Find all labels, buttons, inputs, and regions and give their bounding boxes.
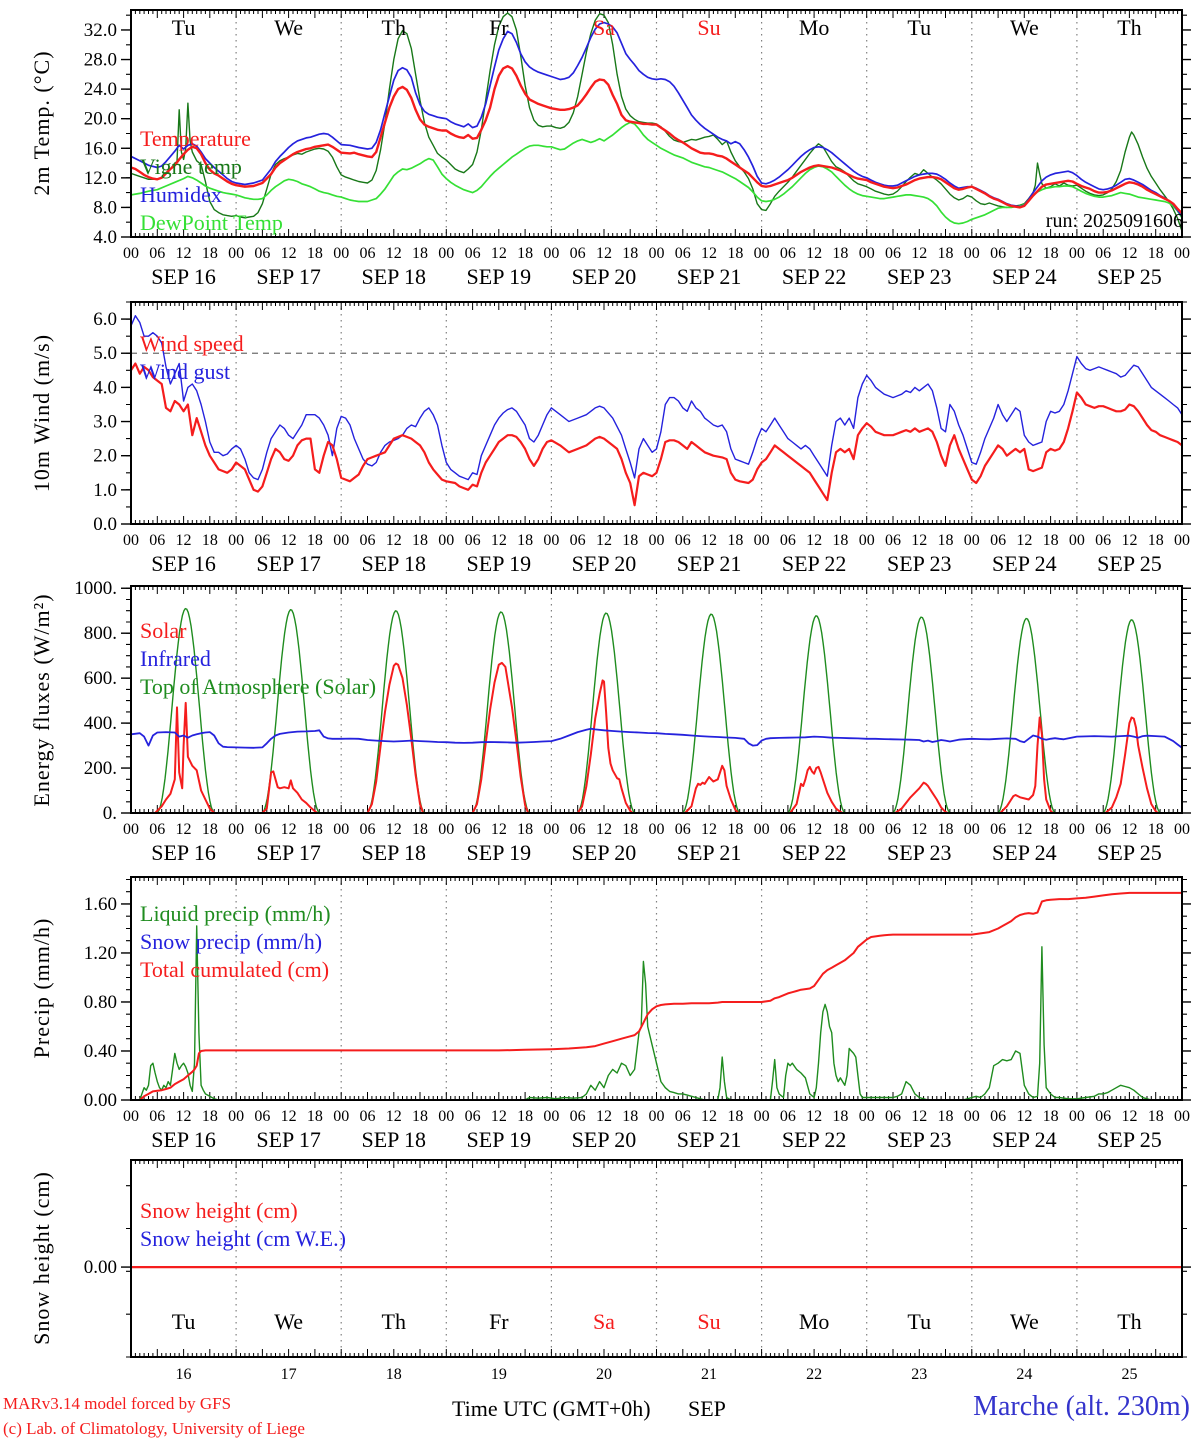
date-label: SEP 19: [466, 1127, 532, 1152]
hour-label: 12: [490, 821, 507, 838]
hour-label: 00: [123, 245, 139, 262]
legend-toa-solar: Top of Atmosphere (Solar): [140, 674, 377, 699]
legend-temperature: Temperature: [140, 126, 251, 151]
hour-label: 18: [832, 532, 849, 549]
hour-label: 00: [648, 1108, 665, 1125]
hour-label: 06: [464, 821, 481, 838]
hour-label: 06: [254, 245, 271, 262]
hour-label: 06: [254, 821, 271, 838]
hour-label: 18: [306, 821, 323, 838]
legend-vigne-temp: Vigne temp: [140, 154, 242, 179]
hour-label: 06: [1095, 532, 1112, 549]
hour-label: 18: [937, 245, 954, 262]
legend-snow-height: Snow height (cm): [140, 1198, 298, 1223]
hour-label: 18: [517, 1108, 534, 1125]
date-label: SEP 22: [781, 264, 847, 289]
hour-label: 06: [884, 821, 901, 838]
hour-label: 06: [674, 1108, 691, 1125]
weekday-label: Tu: [907, 1309, 932, 1334]
hour-label: 18: [412, 821, 429, 838]
weekday-label: Tu: [171, 1309, 196, 1334]
hour-label: 12: [911, 532, 928, 549]
y-tick-label: 4.0: [93, 377, 117, 399]
hour-label: 00: [228, 532, 245, 549]
hour-label: 00: [648, 245, 665, 262]
date-label: SEP 18: [361, 840, 427, 865]
hour-label: 12: [701, 245, 718, 262]
hour-label: 12: [595, 821, 612, 838]
hour-label: 12: [1121, 1108, 1138, 1125]
day-number-label: 22: [806, 1366, 823, 1383]
hour-label: 12: [1016, 532, 1033, 549]
weekday-label: Sa: [592, 15, 615, 40]
hour-label: 12: [385, 1108, 402, 1125]
hour-label: 06: [884, 1108, 901, 1125]
hour-label: 00: [1068, 1108, 1085, 1125]
y-tick-label: 20.0: [83, 108, 117, 130]
day-number-label: 19: [490, 1366, 507, 1383]
model-credit-line2: (c) Lab. of Climatology, University of Liege: [3, 1419, 305, 1438]
run-timestamp-label: run: 2025091606: [1045, 210, 1183, 232]
hour-label: 12: [701, 532, 718, 549]
date-label: SEP 21: [676, 264, 742, 289]
date-label: SEP 20: [571, 551, 637, 576]
hour-label: 12: [490, 245, 507, 262]
day-number-label: 23: [911, 1366, 928, 1383]
weekday-label: Th: [1117, 15, 1142, 40]
date-label: SEP 22: [781, 1127, 847, 1152]
legend-humidex: Humidex: [140, 182, 222, 207]
hour-label: 18: [832, 1108, 849, 1125]
hour-label: 18: [832, 245, 849, 262]
hour-label: 06: [359, 532, 376, 549]
hour-label: 12: [806, 532, 823, 549]
hour-label: 12: [385, 245, 402, 262]
weekday-label: We: [274, 1309, 304, 1334]
hour-label: 18: [832, 821, 849, 838]
y-tick-label: 1.20: [83, 942, 117, 964]
y-tick-label: 0.0: [93, 514, 117, 535]
hour-label: 06: [254, 532, 271, 549]
date-label: SEP 23: [886, 1127, 952, 1152]
date-label: SEP 23: [886, 551, 952, 576]
hour-label: 12: [280, 1108, 297, 1125]
y-tick-label: 16.0: [83, 138, 117, 160]
day-number-label: 18: [385, 1366, 402, 1383]
hour-label: 18: [412, 532, 429, 549]
weekday-label: Mo: [798, 15, 830, 40]
hour-label: 18: [201, 532, 218, 549]
date-label: SEP 17: [256, 551, 321, 576]
hour-label: 12: [1121, 245, 1138, 262]
hour-label: 18: [937, 532, 954, 549]
date-label: SEP 20: [571, 840, 637, 865]
hour-label: 00: [648, 532, 665, 549]
hour-label: 00: [333, 1108, 350, 1125]
weekday-label: Th: [381, 15, 406, 40]
hour-label: 00: [228, 245, 245, 262]
legend-snow-precip: Snow precip (mm/h): [140, 929, 323, 954]
hour-label: 00: [543, 532, 560, 549]
legend-dewpoint-temp: DewPoint Temp: [140, 210, 283, 235]
hour-label: 00: [1174, 532, 1190, 549]
hour-label: 00: [858, 532, 875, 549]
hour-label: 12: [911, 821, 928, 838]
hour-label: 18: [201, 245, 218, 262]
hour-label: 18: [1042, 821, 1059, 838]
hour-label: 12: [1121, 821, 1138, 838]
hour-label: 12: [806, 1108, 823, 1125]
hour-label: 18: [517, 532, 534, 549]
hour-label: 18: [517, 245, 534, 262]
hour-label: 12: [175, 245, 192, 262]
hour-label: 18: [1042, 245, 1059, 262]
legend-total-cumulated: Total cumulated (cm): [140, 957, 330, 982]
hour-label: 12: [175, 821, 192, 838]
hour-label: 06: [1095, 245, 1112, 262]
hour-label: 12: [280, 821, 297, 838]
legend-wind-speed: Wind speed: [140, 331, 244, 356]
y-tick-label: 3.0: [93, 411, 117, 433]
y-tick-label: 4.0: [93, 227, 117, 248]
hour-label: 18: [727, 532, 744, 549]
date-label: SEP 23: [886, 840, 952, 865]
panel-4: [84, 1160, 1191, 1383]
date-label: SEP 17: [256, 264, 321, 289]
y-tick-label: 12.0: [83, 167, 117, 189]
hour-label: 18: [727, 1108, 744, 1125]
hour-label: 00: [858, 1108, 875, 1125]
hour-label: 18: [201, 1108, 218, 1125]
hour-label: 06: [779, 532, 796, 549]
hour-label: 18: [1147, 821, 1164, 838]
hour-label: 00: [333, 821, 350, 838]
date-label: SEP 21: [676, 1127, 742, 1152]
y-tick-label: 800.: [83, 623, 117, 645]
date-label: SEP 20: [571, 1127, 637, 1152]
hour-label: 12: [701, 1108, 718, 1125]
day-number-label: 25: [1121, 1366, 1138, 1383]
hour-label: 12: [175, 1108, 192, 1125]
y-tick-label: 8.0: [93, 197, 117, 219]
date-label: SEP 17: [256, 1127, 321, 1152]
hour-label: 06: [779, 821, 796, 838]
y-tick-label: 0.40: [83, 1040, 117, 1062]
y-tick-label: 0.00: [83, 1257, 117, 1279]
day-number-label: 21: [701, 1366, 718, 1383]
y-tick-label: 0.80: [83, 991, 117, 1013]
hour-label: 06: [990, 821, 1007, 838]
hour-label: 06: [254, 1108, 271, 1125]
hour-label: 12: [385, 532, 402, 549]
hour-label: 00: [858, 245, 875, 262]
hour-label: 18: [622, 821, 639, 838]
y-minor-ticks: [126, 302, 1187, 524]
hour-label: 06: [1095, 1108, 1112, 1125]
hour-label: 06: [674, 821, 691, 838]
x-axis-title: Time UTC (GMT+0h): [452, 1396, 651, 1421]
date-label: SEP 21: [676, 551, 742, 576]
weekday-label: Mo: [798, 1309, 830, 1334]
hour-label: 00: [963, 532, 980, 549]
y-minor-ticks: [126, 15, 1187, 237]
hour-label: 00: [753, 821, 770, 838]
hour-label: 12: [1016, 821, 1033, 838]
y-axis-title-snow: Snow height (cm): [29, 1171, 54, 1345]
hour-label: 06: [359, 1108, 376, 1125]
hour-label: 12: [1121, 532, 1138, 549]
date-label: SEP 25: [1097, 840, 1162, 865]
station-label: Marche (alt. 230m): [973, 1391, 1190, 1422]
hour-label: 18: [1147, 532, 1164, 549]
day-number-label: 24: [1016, 1366, 1033, 1383]
y-tick-label: 200.: [83, 758, 117, 780]
date-label: SEP 18: [361, 551, 427, 576]
hour-label: 18: [412, 1108, 429, 1125]
hour-label: 06: [464, 532, 481, 549]
weekday-label: Fr: [489, 15, 509, 40]
hour-label: 18: [201, 821, 218, 838]
hour-label: 12: [595, 245, 612, 262]
hour-label: 00: [438, 245, 455, 262]
date-label: SEP 19: [466, 551, 532, 576]
hour-label: 00: [753, 532, 770, 549]
hour-label: 18: [622, 245, 639, 262]
y-axis-title-temp: 2m Temp. (°C): [29, 50, 54, 196]
hour-label: 06: [674, 245, 691, 262]
hour-label: 00: [123, 532, 139, 549]
date-label: SEP 23: [886, 264, 952, 289]
y-tick-label: 24.0: [83, 79, 117, 101]
series-infrared-line: [131, 729, 1182, 748]
hour-label: 06: [149, 532, 166, 549]
hour-label: 12: [595, 1108, 612, 1125]
weekday-label: We: [1009, 1309, 1039, 1334]
legend-solar: Solar: [140, 618, 187, 643]
hour-label: 00: [858, 821, 875, 838]
y-tick-label: 400.: [83, 713, 117, 735]
y-axis-title-energy: Energy fluxes (W/m²): [29, 593, 54, 807]
day-number-label: 16: [175, 1366, 192, 1383]
hour-label: 06: [464, 245, 481, 262]
weekday-label: We: [1009, 15, 1039, 40]
hour-label: 00: [753, 245, 770, 262]
hour-label: 18: [306, 1108, 323, 1125]
date-label: SEP 24: [992, 551, 1057, 576]
hour-label: 00: [1068, 821, 1085, 838]
series-wind-gust-line: [131, 316, 1182, 480]
hour-label: 18: [937, 1108, 954, 1125]
hour-label: 06: [674, 532, 691, 549]
hour-label: 18: [622, 1108, 639, 1125]
hour-label: 06: [359, 245, 376, 262]
hour-label: 12: [1016, 245, 1033, 262]
date-label: SEP 25: [1097, 1127, 1162, 1152]
legend-liquid-precip: Liquid precip (mm/h): [140, 901, 331, 926]
hour-label: 18: [306, 245, 323, 262]
hour-label: 12: [385, 821, 402, 838]
weekday-label: Tu: [171, 15, 196, 40]
hour-label: 00: [438, 821, 455, 838]
hour-label: 00: [753, 1108, 770, 1125]
hour-label: 12: [490, 1108, 507, 1125]
panel-1: [93, 302, 1191, 576]
hour-label: 12: [701, 821, 718, 838]
y-axis-title-wind: 10m Wind (m/s): [29, 333, 54, 493]
date-label: SEP 24: [992, 264, 1057, 289]
legend-snow-height-we: Snow height (cm W.E.): [140, 1226, 346, 1251]
date-label: SEP 25: [1097, 264, 1162, 289]
series-group: [131, 609, 1182, 813]
hour-label: 00: [438, 1108, 455, 1125]
hour-label: 00: [543, 245, 560, 262]
weekday-label: We: [274, 15, 304, 40]
hour-label: 12: [1016, 1108, 1033, 1125]
hour-label: 12: [280, 245, 297, 262]
panel-2: [74, 578, 1191, 865]
y-tick-label: 2.0: [93, 445, 117, 467]
date-label: SEP 20: [571, 264, 637, 289]
hour-label: 06: [990, 532, 1007, 549]
hour-label: 00: [1068, 532, 1085, 549]
date-label: SEP 16: [151, 840, 216, 865]
hour-label: 00: [123, 1108, 139, 1125]
weekday-label: Th: [381, 1309, 406, 1334]
date-label: SEP 21: [676, 840, 742, 865]
date-label: SEP 18: [361, 264, 427, 289]
y-tick-label: 0.00: [83, 1090, 117, 1111]
hour-label: 00: [648, 821, 665, 838]
hour-label: 18: [1042, 532, 1059, 549]
hour-label: 06: [359, 821, 376, 838]
model-credit-line1: MARv3.14 model forced by GFS: [3, 1394, 232, 1413]
hour-label: 06: [569, 532, 586, 549]
hour-ticks: [131, 302, 1182, 524]
hour-label: 00: [1174, 245, 1190, 262]
hour-label: 18: [622, 532, 639, 549]
weekday-label: Sa: [592, 1309, 615, 1334]
hour-label: 00: [1174, 1108, 1190, 1125]
hour-label: 06: [149, 1108, 166, 1125]
date-label: SEP 22: [781, 551, 847, 576]
hour-label: 12: [490, 532, 507, 549]
hour-label: 18: [727, 821, 744, 838]
hour-label: 06: [464, 1108, 481, 1125]
hour-label: 06: [149, 821, 166, 838]
hour-label: 00: [438, 532, 455, 549]
date-label: SEP 16: [151, 1127, 216, 1152]
weekday-label: Th: [1117, 1309, 1142, 1334]
hour-label: 06: [779, 245, 796, 262]
hour-label: 00: [123, 821, 139, 838]
hour-label: 00: [1174, 821, 1190, 838]
hour-label: 12: [595, 532, 612, 549]
y-axis-title-precip: Precip (mm/h): [29, 917, 54, 1059]
hour-label: 06: [569, 821, 586, 838]
hour-label: 06: [569, 245, 586, 262]
hour-label: 00: [543, 821, 560, 838]
y-tick-label: 5.0: [93, 343, 117, 365]
series-top-of-atmosphere-solar-line: [131, 609, 1182, 813]
day-number-label: 20: [595, 1366, 612, 1383]
date-label: SEP 16: [151, 551, 216, 576]
y-tick-label: 1000.: [74, 578, 117, 600]
weekday-label: Su: [697, 15, 721, 40]
date-label: SEP 16: [151, 264, 216, 289]
legend-infrared: Infrared: [140, 646, 211, 671]
hour-label: 00: [333, 532, 350, 549]
hour-label: 06: [884, 245, 901, 262]
hour-label: 18: [306, 532, 323, 549]
day-number-label: 17: [280, 1366, 297, 1383]
hour-label: 18: [937, 821, 954, 838]
date-label: SEP 25: [1097, 551, 1162, 576]
hour-label: 12: [175, 532, 192, 549]
hour-label: 06: [569, 1108, 586, 1125]
hour-label: 06: [149, 245, 166, 262]
hour-label: 18: [1147, 245, 1164, 262]
date-label: SEP 17: [256, 840, 321, 865]
date-label: SEP 22: [781, 840, 847, 865]
hour-label: 06: [1095, 821, 1112, 838]
series-vigne-temp-line: [131, 13, 1182, 231]
hour-label: 06: [884, 532, 901, 549]
date-label: SEP 24: [992, 840, 1057, 865]
date-label: SEP 19: [466, 264, 532, 289]
date-label: SEP 24: [992, 1127, 1057, 1152]
weekday-label: Su: [697, 1309, 721, 1334]
hour-label: 00: [963, 821, 980, 838]
hour-label: 18: [517, 821, 534, 838]
panel-frame: [131, 302, 1182, 524]
series-group: [131, 13, 1182, 231]
y-tick-label: 1.60: [83, 893, 117, 915]
y-tick-label: 6.0: [93, 309, 117, 331]
hour-label: 18: [727, 245, 744, 262]
weekday-label: Fr: [489, 1309, 509, 1334]
hour-label: 06: [990, 245, 1007, 262]
weekday-label: Tu: [907, 15, 932, 40]
month-label: SEP: [688, 1396, 726, 1421]
hour-label: 00: [543, 1108, 560, 1125]
hour-label: 12: [806, 821, 823, 838]
hour-label: 00: [1068, 245, 1085, 262]
hour-label: 06: [779, 1108, 796, 1125]
date-label: SEP 19: [466, 840, 532, 865]
hour-label: 12: [806, 245, 823, 262]
hour-label: 18: [1042, 1108, 1059, 1125]
y-tick-label: 28.0: [83, 49, 117, 71]
y-tick-label: 1.0: [93, 479, 117, 501]
hour-label: 12: [911, 1108, 928, 1125]
hour-label: 12: [280, 532, 297, 549]
hour-label: 00: [963, 1108, 980, 1125]
hour-label: 18: [1147, 1108, 1164, 1125]
y-tick-label: 600.: [83, 668, 117, 690]
hour-label: 12: [911, 245, 928, 262]
hour-label: 00: [228, 1108, 245, 1125]
hour-label: 00: [963, 245, 980, 262]
y-tick-label: 0.: [102, 803, 117, 824]
hour-label: 00: [228, 821, 245, 838]
date-label: SEP 18: [361, 1127, 427, 1152]
hour-label: 06: [990, 1108, 1007, 1125]
hour-label: 18: [412, 245, 429, 262]
legend-wind-gust: Wind gust: [140, 359, 231, 384]
y-tick-label: 32.0: [83, 19, 117, 41]
hour-label: 00: [333, 245, 350, 262]
